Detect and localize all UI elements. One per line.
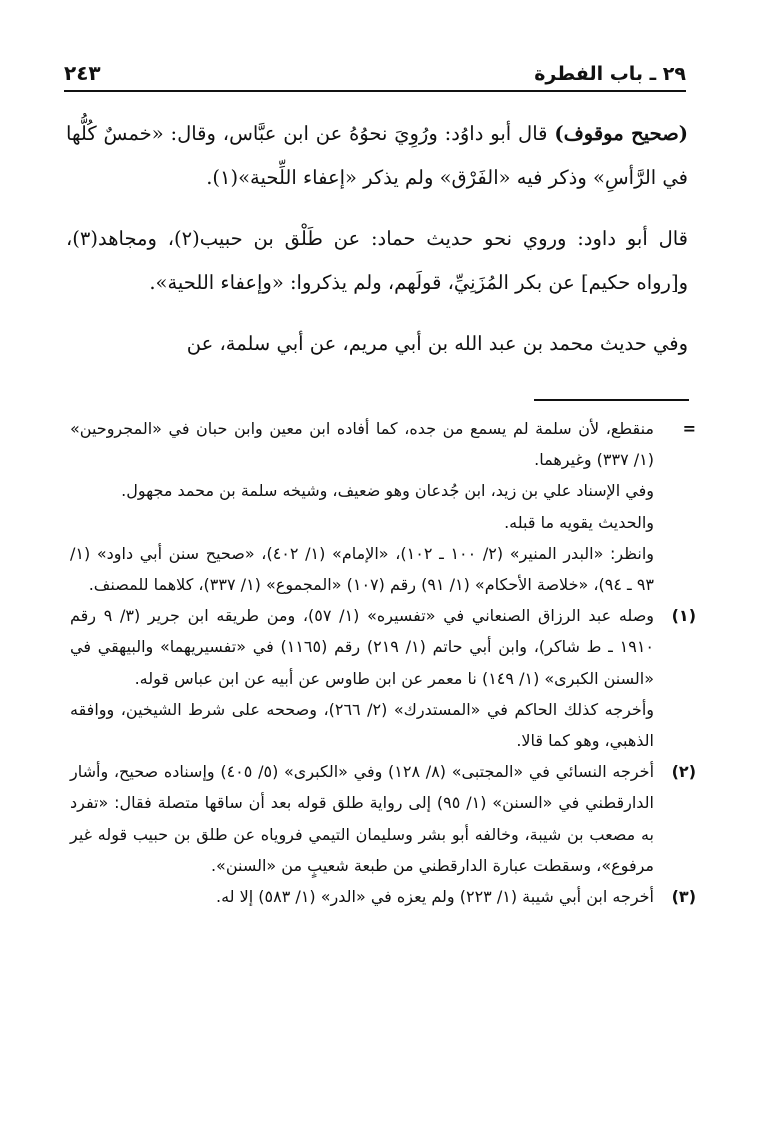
paragraph-1: [66, 112, 688, 200]
footnote-continued: [70, 413, 696, 600]
footnote-paragraph: وفي الإسناد علي بن زيد، ابن جُدعان وهو ضعيف، وشيخه سلمة بن محمد مجهول.: [121, 481, 654, 501]
footnote-marker: (٣): [671, 887, 696, 907]
paragraph-1-text: قال أبو داوُد: ورُوِيَ نحوُهُ عن ابن عبَّاس، وقال: «خمسٌ كُلُّها في الرَّأسِ» وذكر فيه «الفَرْق» ولم يذكر «إعفاء اللِّحية»(١).: [66, 122, 688, 189]
footnote-paragraph: أخرجه ابن أبي شيبة (١/ ٢٢٣) ولم يعزه في «الدر» (١/ ٥٨٣) إلا له.: [216, 887, 654, 907]
footnote-paragraph: وصله عبد الرزاق الصنعاني في «تفسيره» (١/ ٥٧)، ومن طريقه ابن جرير (٣/ ٩ رقم ١٩١٠ ـ ط شاكر)، وابن أبي حاتم (١/ ٢١٩) رقم (١١٦٥) في «تفسيريهما» والبيهقي في «السنن الكبرى» (١/ ١٤٩) نا معمر عن ابن طاوس عن أبيه عن ابن عباس قوله.: [70, 606, 655, 688]
footnote-2: [70, 756, 696, 881]
main-text: [66, 112, 688, 366]
paragraph-3: وفي حديث محمد بن عبد الله بن أبي مريم، عن أبي سلمة، عن: [186, 332, 688, 355]
footnote-paragraph: وانظر: «البدر المنير» (٢/ ١٠٠ ـ ١٠٢)، «الإمام» (١/ ٤٠٢)، «صحيح سنن أبي داود» (١/ ٩٣ ـ ٩٤)، «خلاصة الأحكام» (١/ ٩١) رقم (١٠٧) «المجموع» (١/ ٣٣٧)، كلاهما للمصنف.: [70, 543, 655, 595]
footnote-1: [70, 600, 696, 756]
footnote-paragraph: وأخرجه كذلك الحاكم في «المستدرك» (٢/ ٢٦٦)، وصححه على شرط الشيخين، ووافقه الذهبي، وهو كما قالا.: [70, 699, 654, 751]
footnote-marker: (٢): [671, 762, 696, 782]
footnote-marker: =: [682, 419, 696, 438]
chapter-title: ٢٩ ـ باب الفطرة: [534, 63, 686, 85]
hadith-grade: (صحيح موقوف): [554, 122, 688, 145]
paragraph-2: قال أبو داود: وروي نحو حديث حماد: عن طَلْق بن حبيب(٢)، ومجاهد(٣)، و[رواه حكيم] عن بكر المُزَنِيِّ، قولَهم، ولم يذكروا: «وإعفاء اللحية».: [66, 227, 688, 294]
page-header: [64, 56, 686, 92]
footnote-paragraph: أخرجه النسائي في «المجتبى» (٨/ ١٢٨) وفي «الكبرى» (٥/ ٤٠٥) وإسناده صحيح، وأشار الدارقطني في «السنن» (١/ ٩٥) إلى رواية طلق قوله بعد أن ساقها متصلة فقال: «تفرد به مصعب بن شيبة، وخالفه أبو بشر وسليمان التيمي فروياه عن طلق بن حبيب قوله غير مرفوع»، وسقطت عبارة الدارقطني من طبعة شعيبٍ من «السنن».: [70, 762, 655, 875]
page-number: ٢٤٣: [64, 61, 101, 85]
footnote-paragraph: والحديث يقويه ما قبله.: [504, 512, 654, 532]
footnote-paragraph: منقطع، لأن سلمة لم يسمع من جده، كما أفاده ابن معين وابن حبان في «المجروحين» (١/ ٣٣٧) وغيرهما.: [70, 419, 654, 470]
footnote-separator: [534, 399, 689, 401]
footnote-3: [70, 881, 696, 912]
footnotes: [70, 413, 696, 912]
footnote-marker: (١): [671, 606, 696, 626]
